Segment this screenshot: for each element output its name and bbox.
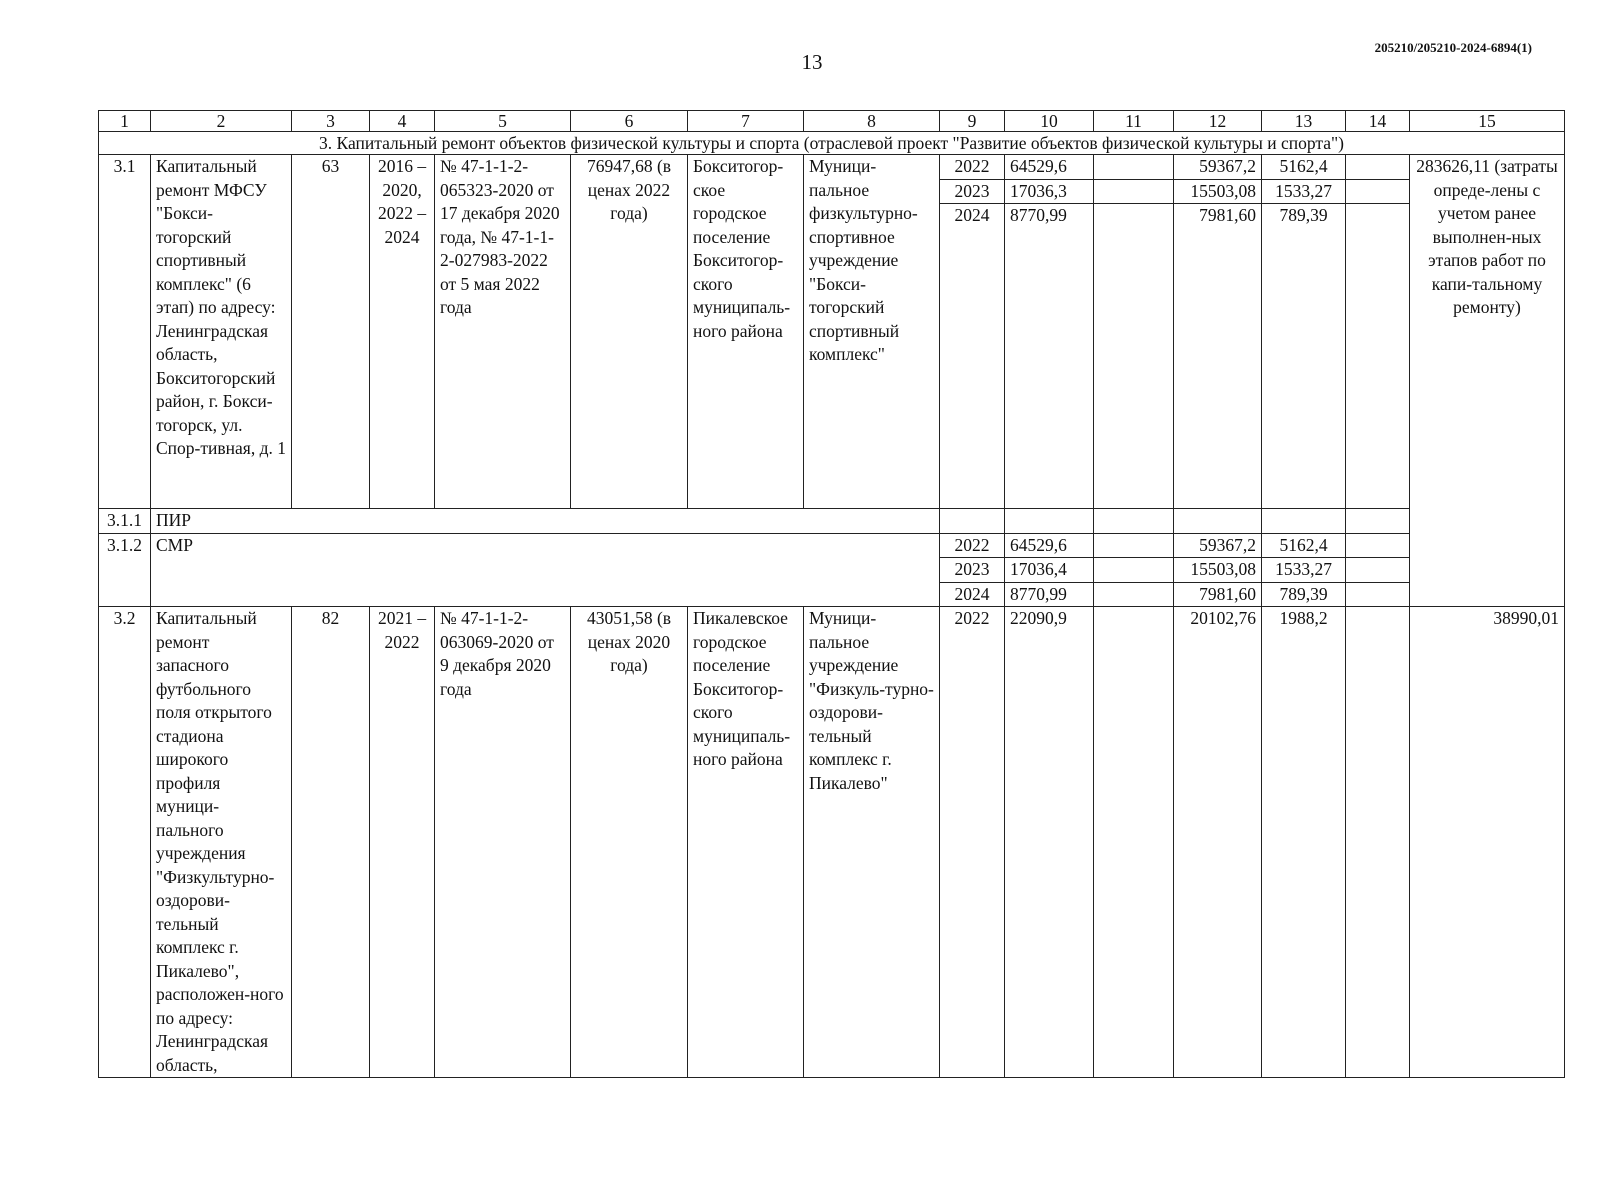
cell-regional: 7981,60 (1174, 582, 1262, 607)
cell-year: 2023 (940, 558, 1005, 583)
col-header: 10 (1005, 111, 1094, 132)
col-header: 1 (99, 111, 151, 132)
cell-expertise: № 47-1-1-2-065323-2020 от 17 декабря 2020 года, № 47-1-1-2-027983-2022 от 5 мая 2022 года (435, 155, 571, 509)
col-header: 4 (370, 111, 435, 132)
cell-customer: Муници-пальное физкультурно-спортивное учреждение "Бокси-тогорский спортивный комплекс" (804, 155, 940, 509)
cell-col14 (1346, 607, 1410, 1078)
cell-total: 64529,6 (1005, 155, 1094, 180)
cell-regional: 7981,60 (1174, 204, 1262, 509)
col-header: 14 (1346, 111, 1410, 132)
col-header: 15 (1410, 111, 1565, 132)
cell-total: 8770,99 (1005, 204, 1094, 509)
cell-regional: 15503,08 (1174, 558, 1262, 583)
cell-expertise: № 47-1-1-2-063069-2020 от 9 декабря 2020 года (435, 607, 571, 1078)
cell-col14 (1346, 533, 1410, 558)
col-header: 13 (1262, 111, 1346, 132)
cell-col14 (1346, 582, 1410, 607)
cell-municipality: Бокситогор-ское городское поселение Бокситогор-ского муниципаль-ного района (688, 155, 804, 509)
col-header: 2 (151, 111, 292, 132)
row-number: 3.1 (99, 155, 151, 509)
cell-local: 1533,27 (1262, 179, 1346, 204)
section-row (99, 132, 1565, 155)
table-row (99, 533, 1565, 558)
cell-col14 (1346, 509, 1410, 534)
col-header: 3 (292, 111, 370, 132)
cell-local: 1988,2 (1262, 607, 1346, 1078)
table-row (99, 509, 1565, 534)
col-header: 7 (688, 111, 804, 132)
row-number: 3.1.2 (99, 533, 151, 607)
cell-year: 2022 (940, 533, 1005, 558)
table-row (99, 607, 1565, 1078)
col-header: 9 (940, 111, 1005, 132)
stage-name: СМР (151, 533, 940, 607)
cell-full-cost-cont (1410, 509, 1565, 607)
cell-year: 2024 (940, 582, 1005, 607)
cell-col11 (1094, 204, 1174, 509)
cell-years-period: 2021 – 2022 (370, 607, 435, 1078)
cell-year (940, 509, 1005, 534)
col-header: 11 (1094, 111, 1174, 132)
object-name: Капитальный ремонт МФСУ "Бокси-тогорский спортивный комплекс" (6 этап) по адресу: Ленинградская область, Бокситогорский район, г. Бокси-тогорск, ул. Спор-тивная, д. 1 (151, 155, 292, 509)
cell-full-cost: 283626,11 (затраты опреде-лены с учетом ранее выполнен-ных этапов работ по капи-тальному ремонту) (1410, 155, 1565, 509)
cell-col3: 63 (292, 155, 370, 509)
col-header: 8 (804, 111, 940, 132)
cell-col11 (1094, 533, 1174, 558)
cell-total: 8770,99 (1005, 582, 1094, 607)
cell-year: 2022 (940, 607, 1005, 1078)
cell-year: 2023 (940, 179, 1005, 204)
table-row (99, 155, 1565, 180)
cell-local: 5162,4 (1262, 533, 1346, 558)
cell-col11 (1094, 558, 1174, 583)
row-number: 3.1.1 (99, 509, 151, 534)
cell-local: 789,39 (1262, 204, 1346, 509)
cell-estimated-cost: 43051,58 (в ценах 2020 года) (571, 607, 688, 1078)
page-number: 13 (801, 50, 823, 74)
cell-col11 (1094, 607, 1174, 1078)
cell-total: 17036,3 (1005, 179, 1094, 204)
cell-local: 1533,27 (1262, 558, 1346, 583)
cell-col14 (1346, 155, 1410, 180)
cell-estimated-cost: 76947,68 (в ценах 2022 года) (571, 155, 688, 509)
cell-col3: 82 (292, 607, 370, 1078)
cell-local: 789,39 (1262, 582, 1346, 607)
cell-year: 2022 (940, 155, 1005, 180)
cell-full-cost: 38990,01 (1410, 607, 1565, 1078)
cell-regional: 59367,2 (1174, 533, 1262, 558)
cell-regional (1174, 509, 1262, 534)
col-header: 6 (571, 111, 688, 132)
col-header: 12 (1174, 111, 1262, 132)
cell-col11 (1094, 582, 1174, 607)
cell-year: 2024 (940, 204, 1005, 509)
document-code: 205210/205210-2024-6894(1) (1374, 40, 1532, 55)
capital-repair-table (98, 110, 1565, 1078)
object-name: Капитальный ремонт запасного футбольного поля открытого стадиона широкого профиля муници-пального учреждения "Физкультурно-оздорови-тельный комплекс г. Пикалево", расположен-ного по адресу: Ленинградская область, (151, 607, 292, 1078)
cell-total: 17036,4 (1005, 558, 1094, 583)
cell-local (1262, 509, 1346, 534)
cell-regional: 15503,08 (1174, 179, 1262, 204)
cell-regional: 20102,76 (1174, 607, 1262, 1078)
cell-col11 (1094, 179, 1174, 204)
cell-municipality: Пикалевское городское поселение Бокситогор-ского муниципаль-ного района (688, 607, 804, 1078)
cell-col14 (1346, 204, 1410, 509)
header-row (99, 111, 1565, 132)
cell-years-period: 2016 – 2020, 2022 – 2024 (370, 155, 435, 509)
cell-col11 (1094, 155, 1174, 180)
cell-total (1005, 509, 1094, 534)
row-number: 3.2 (99, 607, 151, 1078)
cell-col14 (1346, 558, 1410, 583)
col-header: 5 (435, 111, 571, 132)
cell-total: 22090,9 (1005, 607, 1094, 1078)
cell-col11 (1094, 509, 1174, 534)
stage-name: ПИР (151, 509, 940, 534)
cell-customer: Муници-пальное учреждение "Физкуль-турно-оздорови-тельный комплекс г. Пикалево" (804, 607, 940, 1078)
cell-col14 (1346, 179, 1410, 204)
cell-regional: 59367,2 (1174, 155, 1262, 180)
section-title: 3. Капитальный ремонт объектов физической культуры и спорта (отраслевой проект "Развитие объектов физической культуры и спорта") (99, 132, 1565, 155)
cell-total: 64529,6 (1005, 533, 1094, 558)
cell-local: 5162,4 (1262, 155, 1346, 180)
